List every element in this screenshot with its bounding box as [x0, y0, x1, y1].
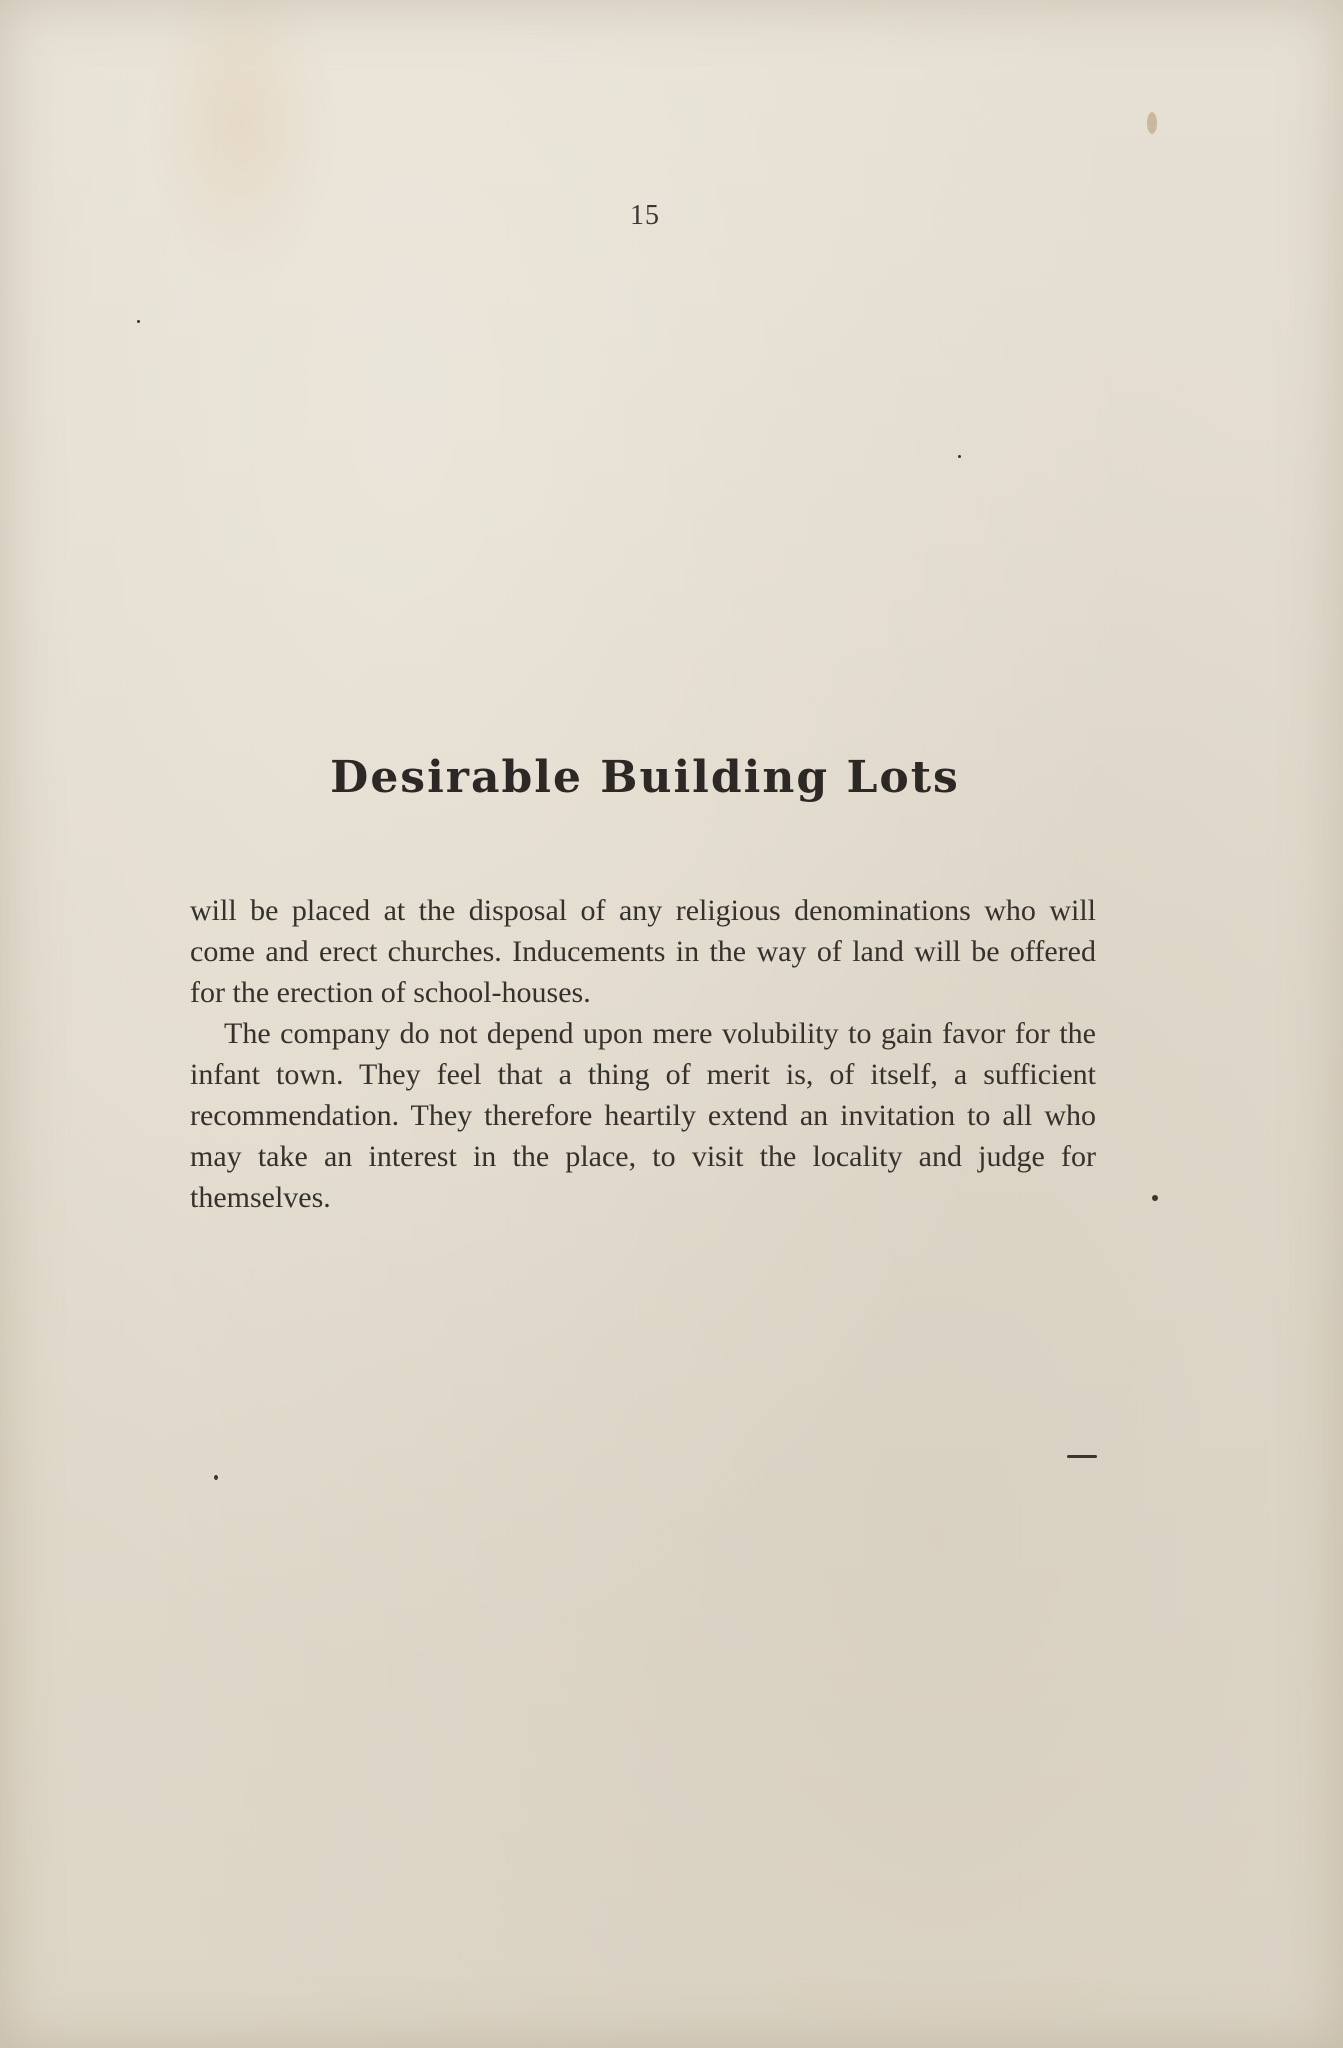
paragraph-2: The company do not depend upon mere volubility to gain favor for the infant town. They feel that a thing of merit is, of itself, a sufficient recommendation. They therefore heartily extend an invitation to all who may take an interest in the place, to visit the locality and judge for themselves. [190, 1017, 1096, 1214]
page-number: 15 [630, 200, 660, 231]
paper-speck [137, 320, 140, 323]
paper-speck [1067, 1455, 1097, 1458]
paper-speck [958, 455, 961, 458]
paper-speck [214, 1475, 218, 1480]
section-heading: Desirable Building Lots [330, 752, 960, 803]
body-text [190, 890, 1096, 1218]
paper-speck [1147, 112, 1157, 134]
paper-speck [1152, 1195, 1158, 1201]
paragraph-1: will be placed at the disposal of any religious denominations who will come and erect churches. Inducements in the way of land will be offered for the erection of school-houses. [190, 894, 1096, 1009]
